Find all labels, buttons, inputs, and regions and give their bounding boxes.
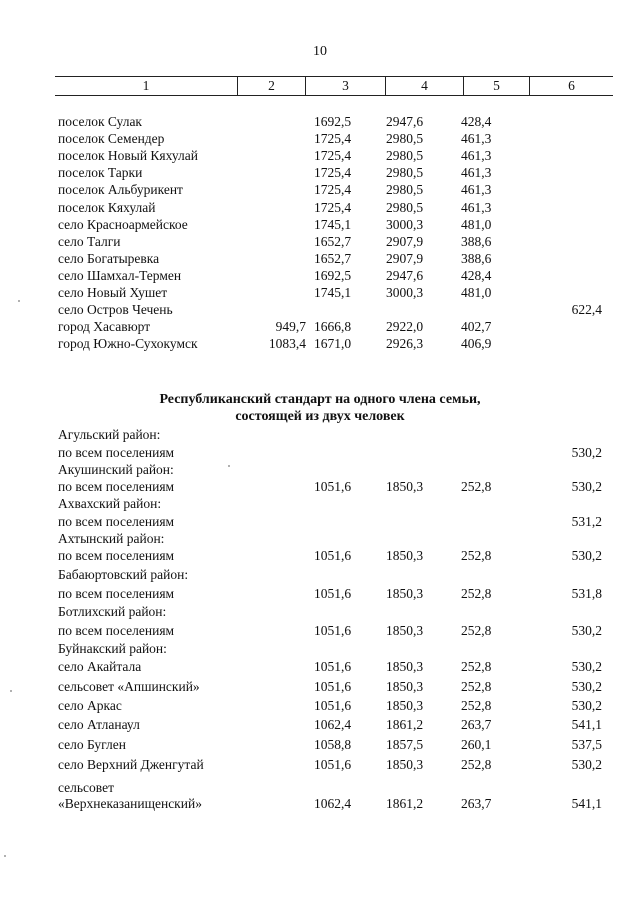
col4-value: 2980,5	[386, 199, 424, 215]
col4-value: 1850,3	[386, 757, 424, 772]
col3-value: 1058,8	[314, 737, 352, 752]
col4-value: 2922,0	[386, 319, 424, 335]
col3-value: 1051,6	[314, 586, 352, 601]
col3-value: 1051,6	[314, 548, 352, 563]
column-header-2: 2	[238, 77, 306, 95]
table-row	[58, 130, 640, 147]
column-header-6: 6	[568, 78, 575, 93]
col3-value: 1051,6	[314, 479, 352, 494]
col2-value: 949,7	[275, 319, 306, 335]
table-row	[58, 566, 640, 583]
table-row	[58, 113, 640, 130]
table-row	[58, 444, 640, 461]
table-row	[58, 756, 640, 773]
col6-value: 530,2	[571, 757, 602, 772]
row-name: Ахвахский район:	[58, 496, 162, 511]
col5-value: 388,6	[461, 250, 492, 266]
col5-value: 461,3	[461, 182, 492, 198]
col3-value: 1666,8	[314, 319, 352, 335]
col6-value: 531,2	[571, 514, 602, 529]
col5-value: 481,0	[461, 285, 492, 300]
row-name: город Хасавюрт	[58, 319, 151, 335]
col5-value: 252,8	[461, 479, 492, 494]
col5-value: 428,4	[461, 114, 492, 129]
col6-value: 530,2	[571, 698, 602, 713]
col4-value: 3000,3	[386, 285, 424, 300]
row-name: «Верхнеказанищенский»	[58, 796, 202, 811]
column-header-3: 3	[306, 77, 386, 95]
scan-speck	[4, 855, 6, 857]
col5-value: 252,8	[461, 679, 492, 694]
col3-value: 1725,4	[314, 199, 352, 215]
row-name: село Атланаул	[58, 717, 140, 732]
table-row	[58, 736, 640, 753]
col3-value: 1062,4	[314, 717, 352, 732]
row-name: по всем поселениям	[58, 479, 175, 494]
col5-value: 461,3	[461, 199, 492, 215]
page-number: 10	[313, 44, 327, 59]
table-row	[58, 147, 640, 164]
col3-value: 1725,4	[314, 182, 352, 198]
col5-value: 461,3	[461, 148, 492, 164]
col5-value: 252,8	[461, 623, 492, 638]
table-row	[58, 547, 640, 564]
col5-value: 461,3	[461, 165, 492, 181]
col3-value: 1051,6	[314, 679, 352, 694]
col4-value: 2907,9	[386, 233, 424, 249]
col4-value: 1857,5	[386, 737, 424, 752]
col3-value: 1745,1	[314, 285, 352, 300]
row-name: село Верхний Дженгутай	[58, 757, 204, 772]
col5-value: 461,3	[461, 131, 492, 147]
col4-value: 3000,3	[386, 216, 424, 232]
table-row	[58, 779, 640, 796]
row-name: по всем поселениям	[58, 548, 175, 563]
col4-value: 1850,3	[386, 679, 424, 694]
col3-value: 1051,6	[314, 698, 352, 713]
row-name: Ахтынский район:	[58, 531, 165, 546]
col5-value: 252,8	[461, 548, 492, 563]
table-row	[58, 640, 640, 657]
row-name: по всем поселениям	[58, 586, 175, 601]
row-name: поселок Семендер	[58, 131, 165, 147]
scan-speck	[228, 465, 230, 467]
col6-value: 530,2	[571, 479, 602, 494]
section-heading-line-2: состоящей из двух человек	[235, 409, 405, 424]
col3-value: 1062,4	[314, 796, 352, 811]
row-name: село Богатыревка	[58, 250, 160, 266]
col6-value: 530,2	[571, 548, 602, 563]
col4-value: 1850,3	[386, 479, 424, 494]
column-header-1: 1	[55, 77, 238, 95]
row-name: Акушинский район:	[58, 462, 174, 477]
row-name: сельсовет «Апшинский»	[58, 679, 200, 694]
table-row	[58, 716, 640, 733]
col3-value: 1725,4	[314, 131, 352, 147]
row-name: Бабаюртовский район:	[58, 567, 189, 582]
col3-value: 1652,7	[314, 233, 352, 249]
row-name: село Новый Хушет	[58, 285, 168, 300]
col4-value: 2947,6	[386, 114, 424, 129]
col4-value: 2980,5	[386, 182, 424, 198]
col4-value: 1850,3	[386, 586, 424, 601]
table-row	[58, 318, 640, 335]
row-name: село Аркас	[58, 698, 122, 713]
table-row	[58, 461, 640, 478]
col4-value: 2980,5	[386, 165, 424, 181]
col5-value: 263,7	[461, 796, 492, 811]
col3-value: 1652,7	[314, 250, 352, 266]
col3-value: 1725,4	[314, 148, 352, 164]
row-name: село Акайтала	[58, 659, 142, 674]
col5-value: 252,8	[461, 586, 492, 601]
row-name: село Красноармейское	[58, 216, 188, 232]
row-name: поселок Кяхулай	[58, 199, 156, 215]
table-row	[58, 284, 640, 301]
col4-value: 1861,2	[386, 717, 424, 732]
row-name: поселок Сулак	[58, 114, 142, 129]
col4-value: 2926,3	[386, 336, 424, 352]
col6-value: 531,8	[571, 586, 602, 601]
table-row	[58, 658, 640, 675]
col6-value: 541,1	[571, 717, 602, 732]
col5-value: 402,7	[461, 319, 492, 335]
table-row	[58, 795, 640, 812]
col6-value: 530,2	[571, 679, 602, 694]
col4-value: 2980,5	[386, 148, 424, 164]
row-name: село Остров Чечень	[58, 302, 173, 318]
column-header-4: 4	[386, 77, 464, 95]
scan-speck	[18, 300, 20, 302]
row-name: поселок Альбурикент	[58, 182, 183, 198]
table-row	[58, 478, 640, 495]
col2-value: 1083,4	[268, 336, 306, 352]
col4-value: 2980,5	[386, 131, 424, 147]
col5-value: 263,7	[461, 717, 492, 732]
col6-value: 622,4	[571, 302, 602, 318]
col5-value: 252,8	[461, 698, 492, 713]
col5-value: 428,4	[461, 267, 492, 283]
table-row	[58, 181, 640, 198]
row-name: село Шамхал-Термен	[58, 267, 182, 283]
col3-value: 1745,1	[314, 216, 352, 232]
table-row	[58, 513, 640, 530]
table-row	[58, 678, 640, 695]
col5-value: 252,8	[461, 757, 492, 772]
row-name: Буйнакский район:	[58, 641, 167, 656]
table-row	[58, 426, 640, 443]
col4-value: 1850,3	[386, 548, 424, 563]
col6-value: 537,5	[571, 737, 602, 752]
col3-value: 1051,6	[314, 757, 352, 772]
col3-value: 1671,0	[314, 336, 352, 352]
table-row	[58, 301, 640, 318]
col4-value: 1861,2	[386, 796, 424, 811]
row-name: поселок Новый Кяхулай	[58, 148, 198, 164]
col4-value: 1850,3	[386, 659, 424, 674]
table-row	[58, 603, 640, 620]
col3-value: 1051,6	[314, 659, 352, 674]
row-name: по всем поселениям	[58, 623, 175, 638]
col3-value: 1725,4	[314, 165, 352, 181]
scan-speck	[10, 690, 12, 692]
col5-value: 260,1	[461, 737, 492, 752]
col5-value: 388,6	[461, 233, 492, 249]
section-heading-line-1: Республиканский стандарт на одного члена семьи,	[159, 392, 481, 407]
col6-value: 541,1	[571, 796, 602, 811]
row-name: город Южно-Сухокумск	[58, 336, 198, 352]
table-row	[58, 250, 640, 267]
col3-value: 1692,5	[314, 114, 352, 129]
row-name: поселок Тарки	[58, 165, 143, 181]
col4-value: 1850,3	[386, 623, 424, 638]
table-row	[58, 530, 640, 547]
table-row	[58, 164, 640, 181]
row-name: село Талги	[58, 233, 121, 249]
col5-value: 406,9	[461, 336, 492, 352]
table-row	[58, 335, 640, 352]
row-name: Ботлихский район:	[58, 604, 167, 619]
table-row	[58, 267, 640, 284]
column-header-row	[55, 76, 613, 96]
col5-value: 252,8	[461, 659, 492, 674]
row-name: по всем поселениям	[58, 514, 175, 529]
col5-value: 481,0	[461, 216, 492, 232]
table-row	[58, 199, 640, 216]
col6-value: 530,2	[571, 659, 602, 674]
row-name: по всем поселениям	[58, 445, 175, 460]
table-row	[58, 495, 640, 512]
table-row	[58, 585, 640, 602]
row-name: сельсовет	[58, 780, 114, 795]
col4-value: 1850,3	[386, 698, 424, 713]
column-header-5: 5	[464, 77, 530, 95]
col4-value: 2907,9	[386, 250, 424, 266]
col3-value: 1692,5	[314, 267, 352, 283]
col6-value: 530,2	[571, 445, 602, 460]
row-name: село Буглен	[58, 737, 126, 752]
table-row	[58, 622, 640, 639]
col3-value: 1051,6	[314, 623, 352, 638]
table-row	[58, 216, 640, 233]
row-name: Агульский район:	[58, 427, 161, 442]
col4-value: 2947,6	[386, 267, 424, 283]
table-row	[58, 697, 640, 714]
table-row	[58, 233, 640, 250]
col6-value: 530,2	[571, 623, 602, 638]
